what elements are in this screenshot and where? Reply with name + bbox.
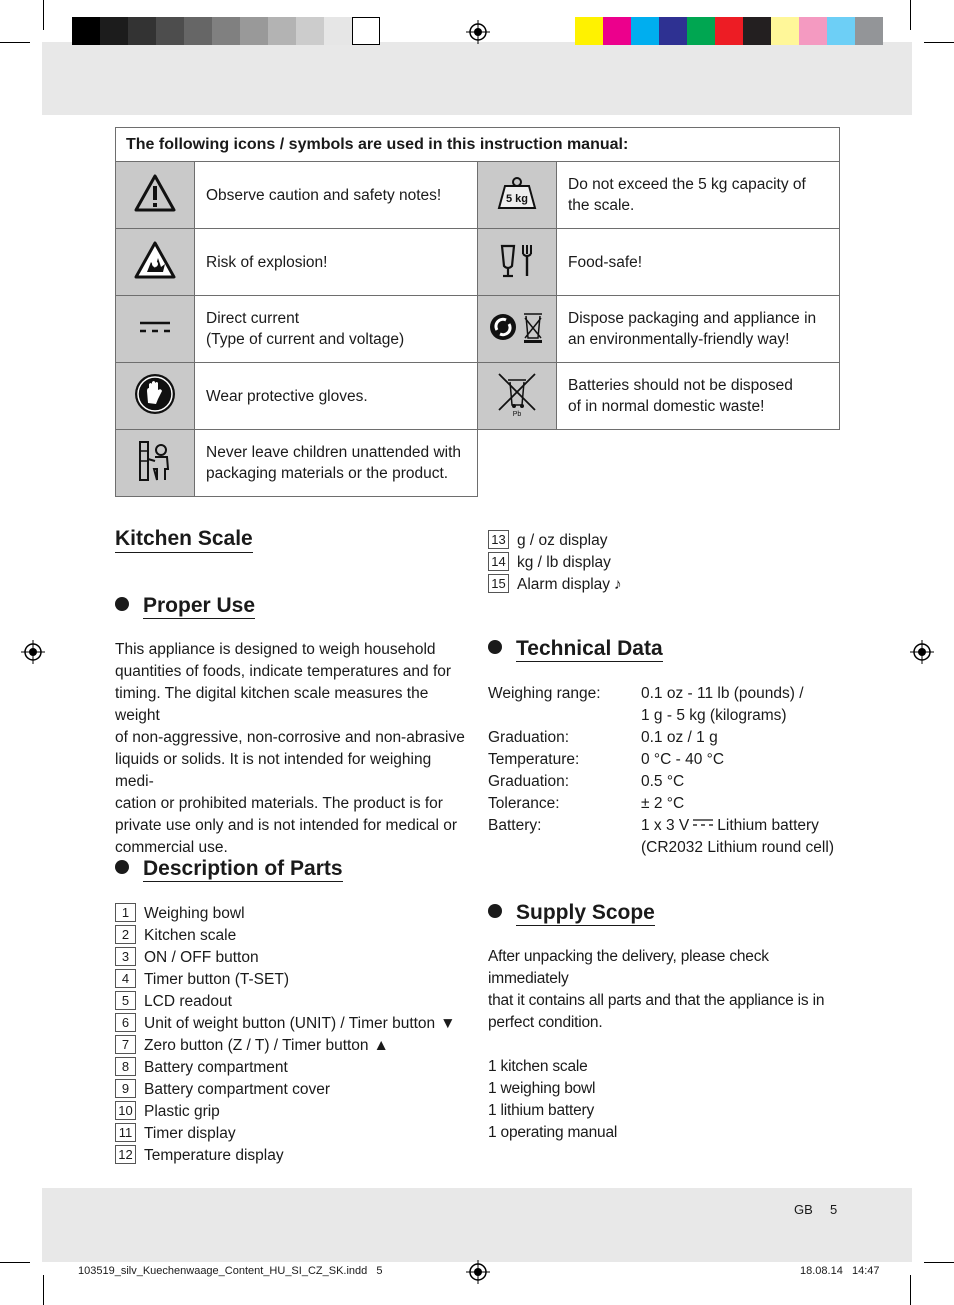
gray-swatch: [240, 17, 268, 45]
food-safe-icon: [478, 229, 557, 296]
tech-value: 0.1 oz - 11 lb (pounds) /: [641, 685, 804, 702]
part-number: 14: [488, 552, 509, 571]
parts-list: [115, 903, 475, 1167]
direct-current-line: Direct current: [206, 310, 300, 327]
crop-mark: [0, 42, 30, 43]
part-item: [115, 1101, 475, 1123]
tech-key: Temperature:: [488, 751, 580, 768]
part-label: Timer button (T-SET): [144, 971, 289, 988]
tech-value: 1 g - 5 kg (kilograms): [641, 707, 787, 724]
part-number: 8: [115, 1057, 136, 1076]
part-label: Alarm display: [517, 576, 611, 593]
crop-mark: [910, 1275, 911, 1305]
tech-row: [488, 749, 848, 771]
supply-item: 1 lithium battery: [488, 1102, 595, 1119]
part-item: [115, 1013, 475, 1035]
part-label: Battery compartment: [144, 1059, 288, 1076]
part-number: 2: [115, 925, 136, 944]
tech-key: Tolerance:: [488, 795, 560, 812]
gloves-icon: [116, 363, 195, 430]
color-swatch: [715, 17, 743, 45]
tech-value: 1 x 3 V: [641, 817, 690, 834]
text-line: quantities of foods, indicate temperatures and for: [115, 663, 452, 680]
gray-swatch: [296, 17, 324, 45]
tech-value: 0.1 oz / 1 g: [641, 729, 718, 746]
battery-disposal-line: of in normal domestic waste!: [568, 398, 765, 415]
part-label: Plastic grip: [144, 1103, 220, 1120]
explosion-icon: [116, 229, 195, 296]
text-line: private use only and is not intended for medical or: [115, 817, 458, 834]
part-label: kg / lb display: [517, 554, 611, 571]
weight-5kg-icon: [478, 162, 557, 229]
proper-use-text: [115, 639, 470, 859]
part-label: Zero button (Z / T) / Timer button: [144, 1037, 369, 1054]
text-line: liquids or solids. It is not intended for weighing medi-: [115, 751, 432, 790]
part-number: 13: [488, 530, 509, 549]
crop-mark: [43, 1275, 44, 1305]
color-swatch: [575, 17, 603, 45]
supply-item: 1 kitchen scale: [488, 1058, 588, 1075]
direct-current-text: [195, 296, 478, 363]
tech-key: Graduation:: [488, 729, 569, 746]
part-label: g / oz display: [517, 532, 608, 549]
print-file-name: 103519_silv_Kuechenwaage_Content_HU_SI_CZ_SK.indd 5: [78, 1265, 383, 1277]
gray-swatch: [324, 17, 352, 45]
part-number: 10: [115, 1101, 136, 1120]
registration-mark-icon: [910, 640, 934, 664]
text-line: of non-aggressive, non-corrosive and non-abrasive: [115, 729, 465, 746]
supply-scope-heading: Supply Scope: [488, 901, 655, 925]
direct-current-line: (Type of current and voltage): [206, 331, 405, 348]
part-item: [115, 947, 475, 969]
color-swatch: [631, 17, 659, 45]
gray-swatch: [268, 17, 296, 45]
icon-table-header: The following icons / symbols are used in this instruction manual:: [116, 128, 840, 162]
part-item: [115, 1057, 475, 1079]
tech-row: [488, 837, 848, 859]
dispose-text: Dispose packaging and appliance in an environmentally-friendly way!: [557, 296, 840, 363]
part-number: 6: [115, 1013, 136, 1032]
crop-mark: [924, 42, 954, 43]
tech-key: Graduation:: [488, 773, 569, 790]
recycle-icon: [478, 296, 557, 363]
color-swatch: [771, 17, 799, 45]
text-line: commercial use.: [115, 839, 228, 856]
crop-mark: [910, 0, 911, 30]
supply-item: 1 weighing bowl: [488, 1080, 596, 1097]
spacer: [488, 1034, 848, 1056]
part-item: [115, 969, 475, 991]
part-item: [115, 1145, 475, 1167]
direct-current-icon: [689, 817, 717, 834]
color-swatch: [743, 17, 771, 45]
svg-text:5 kg: 5 kg: [505, 192, 529, 205]
crop-mark: [43, 0, 44, 30]
language-code: GB: [794, 1202, 813, 1217]
part-number: 4: [115, 969, 136, 988]
gloves-text: Wear protective gloves.: [195, 363, 478, 430]
gray-swatch: [156, 17, 184, 45]
tech-row: [488, 815, 848, 837]
tech-key: Weighing range:: [488, 685, 601, 702]
text-line: that it contains all parts and that the appliance is in: [488, 992, 825, 1009]
battery-disposal-text: [557, 363, 840, 430]
footer-band: [42, 1188, 912, 1262]
gray-swatch: [352, 17, 380, 45]
part-number: 12: [115, 1145, 136, 1164]
print-date: 18.08.14 14:47: [800, 1265, 880, 1277]
text-line: cation or prohibited materials. The product is for: [115, 795, 443, 812]
page-number: 5: [830, 1202, 838, 1217]
explosion-text: Risk of explosion!: [195, 229, 478, 296]
gray-swatch: [128, 17, 156, 45]
icon-legend-table: [115, 127, 840, 497]
part-number: 1: [115, 903, 136, 922]
color-swatch: [799, 17, 827, 45]
text-line: timing. The digital kitchen scale measures the weight: [115, 685, 429, 724]
part-number: 5: [115, 991, 136, 1010]
tech-value: 0.5 °C: [641, 773, 685, 790]
part-item: [115, 991, 475, 1013]
tech-row: [488, 705, 848, 727]
supply-item: 1 operating manual: [488, 1124, 618, 1141]
tech-value: Lithium battery: [717, 817, 819, 834]
tech-value: ± 2 °C: [641, 795, 685, 812]
part-item: [115, 903, 475, 925]
direct-current-icon: [116, 296, 195, 363]
part-number: 9: [115, 1079, 136, 1098]
page-title: Kitchen Scale: [115, 527, 253, 553]
text-line: After unpacking the delivery, please check immediately: [488, 948, 769, 987]
tech-key: Battery:: [488, 817, 542, 834]
down-triangle-icon: ▼: [440, 1015, 456, 1032]
registration-mark-icon: [466, 20, 490, 44]
part-item: [115, 1079, 475, 1101]
tech-row: [488, 727, 848, 749]
part-item: [115, 1123, 475, 1145]
color-swatch: [659, 17, 687, 45]
part-number: 15: [488, 574, 509, 593]
part-label: Weighing bowl: [144, 905, 245, 922]
capacity-text: Do not exceed the 5 kg capacity of the scale.: [557, 162, 840, 229]
tech-value: 0 °C - 40 °C: [641, 751, 725, 768]
up-triangle-icon: ▲: [373, 1037, 389, 1054]
caution-text: Observe caution and safety notes!: [195, 162, 478, 229]
color-swatch: [855, 17, 883, 45]
svg-text:Pb: Pb: [512, 410, 522, 417]
text-line: perfect condition.: [488, 1014, 603, 1031]
tech-row: [488, 683, 848, 705]
crop-mark: [0, 1262, 30, 1263]
food-safe-text: Food-safe!: [557, 229, 840, 296]
part-item: [115, 1035, 475, 1057]
part-item: [488, 574, 848, 596]
parts-list-continued: [488, 530, 848, 596]
color-swatch: [687, 17, 715, 45]
crossed-bin-icon: [478, 363, 557, 430]
children-text: Never leave children unattended with packaging materials or the product.: [195, 430, 478, 497]
technical-data-heading: Technical Data: [488, 637, 663, 661]
part-item: [488, 552, 848, 574]
supply-scope-text: [488, 946, 848, 1144]
part-item: [488, 530, 848, 552]
part-number: 11: [115, 1123, 136, 1142]
gray-swatch: [184, 17, 212, 45]
header-band: [42, 42, 912, 115]
caution-triangle-icon: [116, 162, 195, 229]
gray-swatch: [72, 17, 100, 45]
part-label: Timer display: [144, 1125, 236, 1142]
tech-row: [488, 771, 848, 793]
tech-row: [488, 793, 848, 815]
tech-value: (CR2032 Lithium round cell): [641, 839, 834, 856]
battery-disposal-line: Batteries should not be disposed: [568, 377, 793, 394]
part-number: 7: [115, 1035, 136, 1054]
gray-swatch: [100, 17, 128, 45]
part-label: ON / OFF button: [144, 949, 259, 966]
part-label: Kitchen scale: [144, 927, 237, 944]
part-label: LCD readout: [144, 993, 232, 1010]
part-item: [115, 925, 475, 947]
registration-mark-icon: [466, 1260, 490, 1284]
child-warning-icon: [116, 430, 195, 497]
proper-use-heading: Proper Use: [115, 594, 255, 618]
part-label: Unit of weight button (UNIT) / Timer button: [144, 1015, 436, 1032]
technical-data-table: [488, 683, 848, 859]
color-swatch: [603, 17, 631, 45]
part-number: 3: [115, 947, 136, 966]
part-label: Battery compartment cover: [144, 1081, 331, 1098]
registration-mark-icon: [21, 640, 45, 664]
alarm-bell-icon: ♪: [614, 576, 622, 593]
part-label: Temperature display: [144, 1147, 284, 1164]
gray-swatch: [212, 17, 240, 45]
color-swatch: [827, 17, 855, 45]
crop-mark: [924, 1262, 954, 1263]
parts-heading: Description of Parts: [115, 857, 343, 881]
text-line: This appliance is designed to weigh household: [115, 641, 436, 658]
